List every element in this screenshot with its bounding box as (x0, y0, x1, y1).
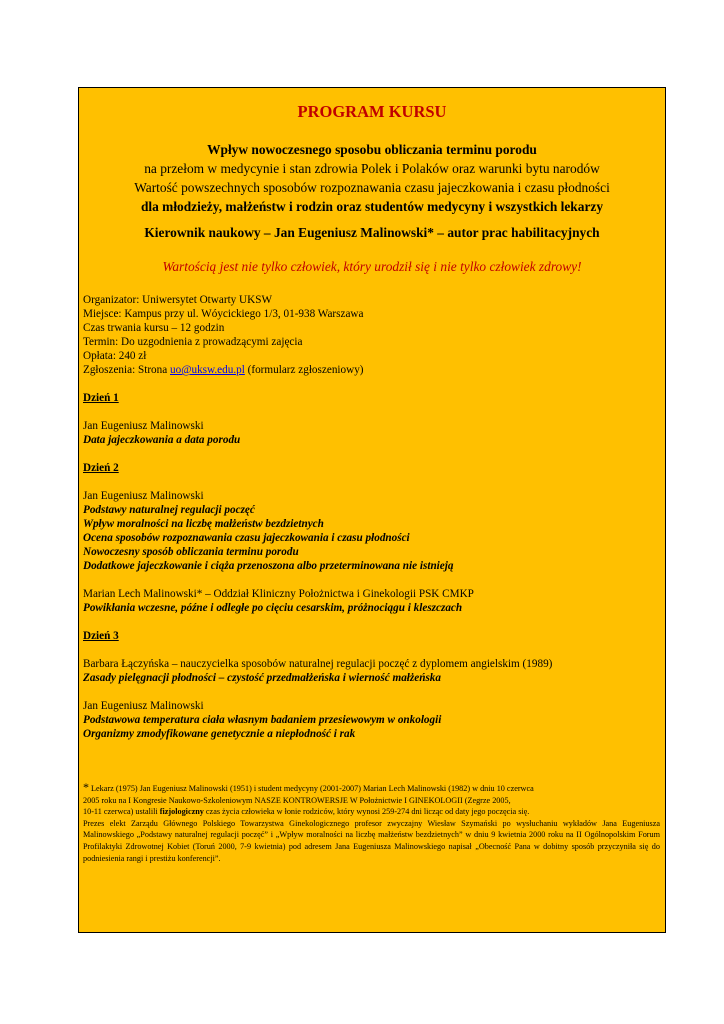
day-3-lecturer-2: Jan Eugeniusz Malinowski (83, 700, 204, 712)
registration (83, 363, 661, 377)
footnote-paragraph: Prezes elekt Zarządu Głównego Polskiego Towarzystwa Ginekologicznego profesor zwyczajny Wiesław Szymański po wysłuchaniu wykładów Jana Eugeniusza Malinowskiego „Podstawy naturalnej regulacji poczęć” i „Wpływ moralności na liczbę małżeństw bezdzietnych” w dniu 9 kwietnia 2000 roku na II Ogólnopolskim Forum Profilaktyki Zdrowotnej Kobiet (Toruń 2000, 7-9 kwietnia) pod adresem Jana Eugeniusza Malinowskiego napisał „Obecność Pana w dobitny sposób przyczyniła się do podniesienia rangi i prestiżu konferencji”. (83, 818, 660, 863)
subtitle-line-3: Wartość powszechnych sposobów rozpoznawania czasu jajeczkowania i czasu płodności (134, 180, 610, 195)
subtitle-line-4: dla młodzieży, małżeństw i rodzin oraz studentów medycyny i wszystkich lekarzy (140, 199, 604, 214)
registration-prefix: Zgłoszenia: Strona (83, 364, 170, 376)
course-details (83, 293, 661, 741)
term: Termin: Do uzgodnienia z prowadzącymi zajęcia (83, 336, 303, 348)
footnote-line-2: 2005 roku na I Kongresie Naukowo-Szkoleniowym NASZE KONTROWERSJE W Położnictwie I GINEKOLOGII (Zegrze 2005, (83, 795, 511, 805)
motto: Wartością jest nie tylko człowiek, który urodził się i nie tylko człowiek zdrowy! (162, 259, 582, 274)
footnote-line-1 (83, 782, 660, 795)
fee: Opłata: 240 zł (83, 350, 147, 362)
day-2-topic: Powikłania wczesne, późne i odległe po cięciu cesarskim, próżnociągu i kleszczach (83, 602, 463, 614)
day-2-topic: Wpływ moralności na liczbę małżeństw bezdzietnych (83, 518, 324, 530)
footnote-line-3-suffix: czas życia człowieka w łonie rodziców, który wynosi 259-274 dni licząc od daty jego poczęcia się. (203, 807, 530, 817)
day-2-topic: Ocena sposobów rozpoznawania czasu jajeczkowania i czasu płodności (83, 532, 410, 544)
scientific-leader: Kierownik naukowy – Jan Eugeniusz Malinowski* – autor prac habilitacyjnych (144, 225, 600, 240)
day-1-topic: Data jajeczkowania a data porodu (83, 434, 241, 446)
day-2-lecturer-1: Jan Eugeniusz Malinowski (83, 490, 204, 502)
subtitle-line-1: Wpływ nowoczesnego sposobu obliczania terminu porodu (207, 142, 537, 157)
day-2-topic: Nowoczesny sposób obliczania terminu porodu (83, 546, 299, 558)
footnote-line-3-bold: fizjologiczny (159, 807, 204, 817)
day-1-lecturer: Jan Eugeniusz Malinowski (83, 420, 204, 432)
day-3-lecturer-1: Barbara Łączyńska – nauczycielka sposobów naturalnej regulacji poczęć z dyplomem angielskim (1989) (83, 658, 553, 670)
organizer: Organizator: Uniwersytet Otwarty UKSW (83, 294, 273, 306)
registration-suffix: (formularz zgłoszeniowy) (244, 364, 364, 376)
subtitle-line-2: na przełom w medycynie i stan zdrowia Polek i Polaków oraz warunki bytu narodów (144, 161, 600, 176)
day-2-topic: Dodatkowe jajeczkowanie i ciąża przenoszona albo przeterminowana nie istnieją (83, 560, 454, 572)
footnote-line-1-text: Lekarz (1975) Jan Eugeniusz Malinowski (1951) i student medycyny (2001-2007) Marian Lech Malinowski (1982) w dniu 10 czerwca (89, 784, 534, 793)
course-subtitle (79, 140, 665, 216)
day-2-topic: Podstawy naturalnej regulacji poczęć (83, 504, 255, 516)
day-3-topic: Zasady pielęgnacji płodności – czystość przedmałżeńska i wierność małżeńska (83, 672, 441, 684)
footnote (83, 782, 660, 864)
registration-email-link[interactable]: uo@uksw.edu.pl (170, 364, 245, 376)
day-3-topic: Organizmy zmodyfikowane genetycznie a niepłodność i rak (83, 728, 356, 740)
course-program-box (78, 87, 666, 933)
day-2-heading: Dzień 2 (83, 462, 119, 474)
footnote-star: * (83, 780, 89, 794)
day-2-lecturer-2: Marian Lech Malinowski* – Oddział Kliniczny Położnictwa i Ginekologii PSK CMKP (83, 588, 474, 600)
day-3-topic: Podstawowa temperatura ciała własnym badaniem przesiewowym w onkologii (83, 714, 442, 726)
footnote-line-3 (83, 806, 660, 818)
day-1-heading: Dzień 1 (83, 392, 119, 404)
place: Miejsce: Kampus przy ul. Wóycickiego 1/3, 01-938 Warszawa (83, 308, 364, 320)
day-3-heading: Dzień 3 (83, 630, 119, 642)
duration: Czas trwania kursu – 12 godzin (83, 322, 225, 334)
page-title: PROGRAM KURSU (297, 102, 447, 121)
footnote-line-3-prefix: 10-11 czerwca) ustalili (83, 807, 160, 817)
